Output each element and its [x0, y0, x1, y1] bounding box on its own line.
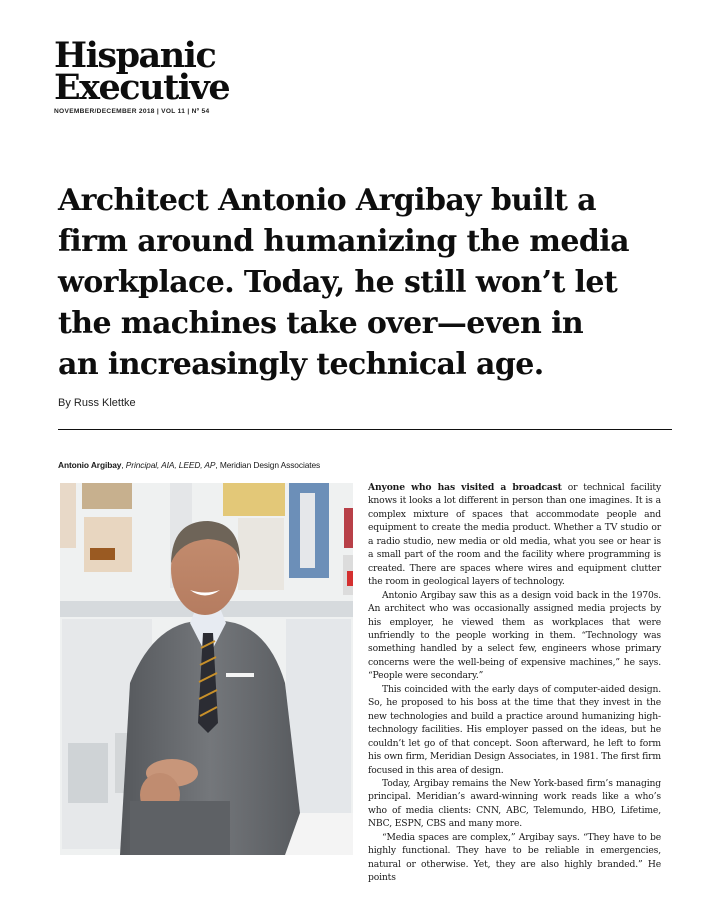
pocket-square	[226, 673, 254, 677]
caption-separator: ,	[121, 460, 126, 470]
issue-info: NOVEMBER/DECEMBER 2018 | VOL 11 | Nº 54	[54, 108, 210, 115]
headline-line: Architect Antonio Argibay built a	[58, 183, 596, 218]
body-paragraph: “Media spaces are complex,” Argibay says. “They have to be highly functional. They have to be reliable in emergencies, natural or otherwise. Yet, they are also highly branded.” He points	[368, 831, 661, 884]
masthead	[54, 35, 230, 115]
magazine-logo	[54, 35, 230, 108]
logo-line-1: Hispanic	[54, 35, 216, 76]
portrait-photo	[60, 483, 353, 855]
headline-line: the machines take over—even in	[58, 306, 584, 341]
lead-in: Anyone who has visited a broadcast	[368, 482, 562, 493]
section-divider	[58, 429, 672, 430]
caption-name: Antonio Argibay	[58, 460, 122, 470]
body-paragraph: Today, Argibay remains the New York-based firm’s managing principal. Meridian’s award-winning work reads like a who’s who of media clients: CNN, ABC, Telemundo, HBO, Lifetime, NBC, ESPN, CBS and many more.	[368, 777, 661, 830]
photo-caption	[58, 460, 320, 470]
byline: By Russ Klettke	[58, 397, 136, 409]
caption-title: Principal, AIA, LEED, AP	[125, 460, 216, 470]
body-paragraph: This coincided with the early days of computer-aided design. So, he proposed to his boss at the time that they invest in the new technologies and build a practice around humanizing high-technology facilities. His employer passed on the ideas, but he couldn’t let go of that concept. Soon afterward, he left to form his own firm, Meridian Design Associates, in 1981. The first firm focused in this area of design.	[368, 683, 661, 776]
portrait-illustration	[60, 483, 353, 855]
headline-line: an increasingly technical age.	[58, 347, 544, 382]
lead-text: or technical facility knows it looks a lot different in person than one imagines. It is a complex mixture of spaces that accommodate people and equipment to create the media product. Whether a TV studio or a radio studio, new media or old media, what you see or hear is a small part of the room and the facility where programming is created. There are spaces where wires and equipment clutter the room in geological layers of technology.	[368, 482, 661, 588]
body-paragraph	[368, 481, 661, 589]
headline-line: firm around humanizing the media	[58, 224, 629, 259]
trouser-leg	[130, 801, 230, 855]
article-body	[368, 481, 661, 885]
logo-line-2: Executive	[54, 67, 230, 108]
headline-line: workplace. Today, he still won’t let	[58, 265, 618, 300]
article-headline	[58, 180, 678, 385]
body-paragraph: Antonio Argibay saw this as a design void back in the 1970s. An architect who was occasionally assigned media projects by his employer, he viewed them as workplaces that were unfriendly to the people working in them. “Technology was something handled by a select few, engineers whose primary concerns were the well-being of expensive machines,” he says. “People were secondary.”	[368, 589, 661, 682]
caption-org: , Meridian Design Associates	[215, 460, 321, 470]
